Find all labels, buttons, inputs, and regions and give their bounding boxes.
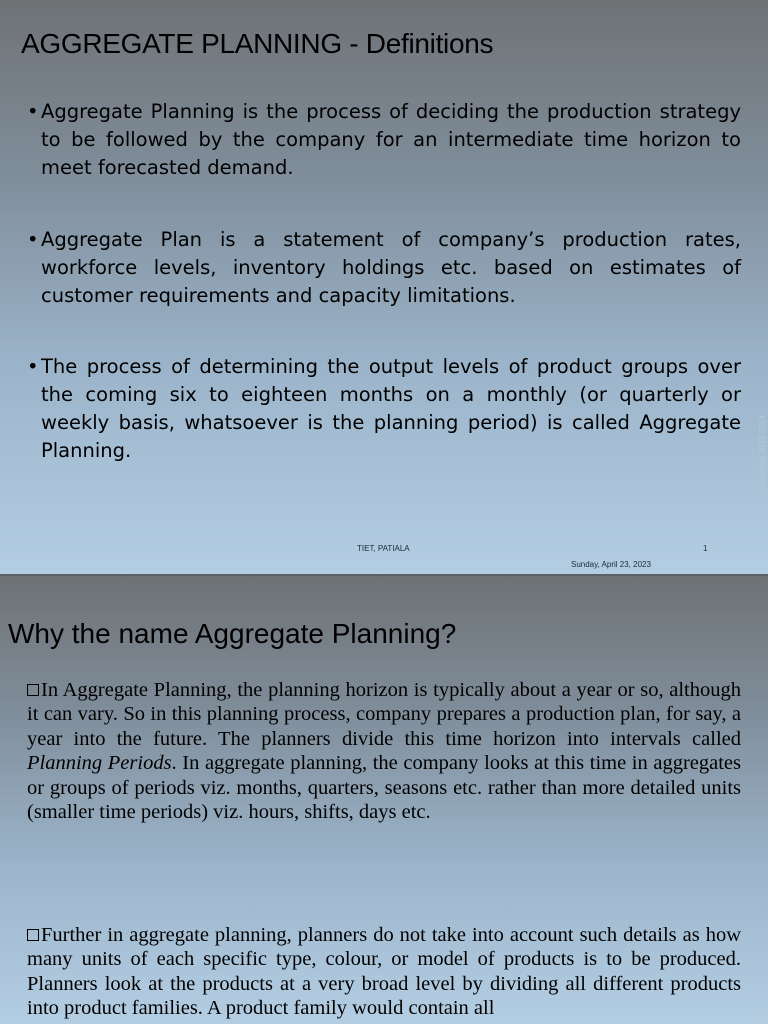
bullet-dot: • [27, 355, 39, 378]
paragraph-text-end: . In aggregate planning, the company looks at this time in aggregates or groups of periods viz. months, quarters, seasons etc. rather than more detailed units (smaller time periods) viz. hours, shifts, days etc. [27, 752, 741, 824]
bullet-dot: • [27, 228, 39, 251]
checkbox-paragraph [27, 923, 741, 1021]
paragraph-text [27, 923, 741, 1021]
slide-2 [0, 576, 768, 1024]
slide-title: AGGREGATE PLANNING - Definitions [21, 28, 494, 59]
bullet-text: Aggregate Planning is the process of deciding the production strategy to be followed by the company for an intermediate time horizon to meet forecasted demand. [41, 100, 741, 179]
bullet-item [27, 353, 741, 465]
paragraph-text-start: In Aggregate Planning, the planning horizon is typically about a year or so, although it can vary. So in this planning process, company prepares a production plan, for say, a year into the future. The planners divide this time horizon into intervals called [27, 679, 741, 750]
bullet-text: The process of determining the output levels of product groups over the coming six to eighteen months on a monthly (or quarterly or weekly basis, whatsoever is the planning period) is called Aggregate Planning. [41, 355, 741, 462]
checkbox-paragraph [27, 678, 741, 824]
paragraph-emphasis: Planning Periods [27, 752, 172, 775]
paragraph-text [27, 678, 741, 824]
checkbox-bullet-icon [27, 929, 39, 941]
bullet-dot: • [27, 100, 39, 123]
footer-institution: TIET, PATIALA [357, 544, 410, 553]
bullet-text: Aggregate Plan is a statement of company’s production rates, workforce levels, inventory holdings etc. based on estimates of customer requirements and capacity limitations. [41, 228, 741, 307]
checkbox-bullet-icon [27, 684, 39, 696]
page-number: 1 [703, 544, 708, 553]
copyright-notice: Copyright 2013-2014 [758, 415, 767, 490]
paragraph-text-start: Further in aggregate planning, planners do not take into account such details as how many units of each specific type, colour, or model of products is to be produced. Planners look at the products at a very broad level by dividing all different products into product families. A product family would contain all [27, 924, 741, 1020]
bullet-item [27, 226, 741, 310]
copyright-notice: 14 [758, 1013, 767, 1022]
footer-date: Sunday, April 23, 2023 [571, 560, 651, 569]
slide-title: Why the name Aggregate Planning? [8, 618, 457, 649]
bullet-item [27, 98, 741, 182]
